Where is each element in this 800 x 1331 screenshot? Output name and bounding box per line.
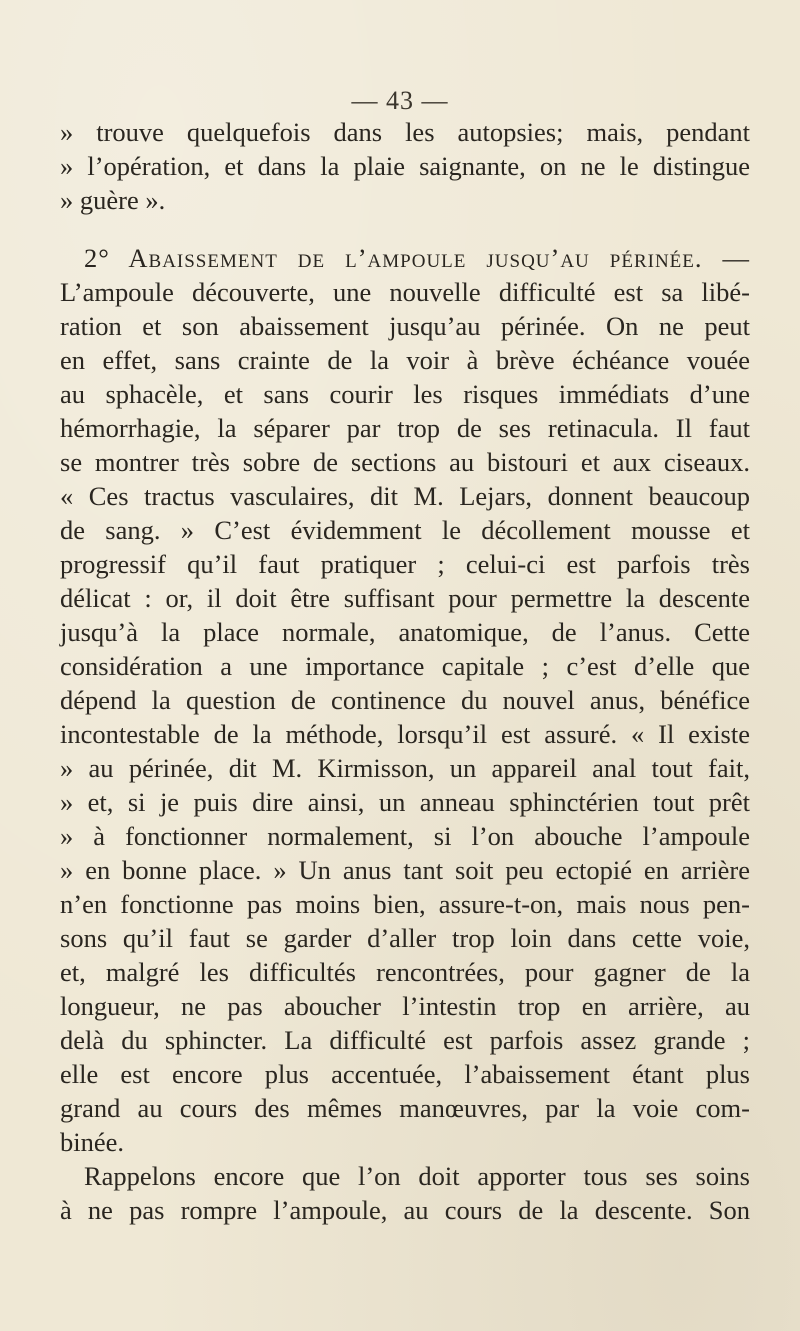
- text-line: considération a une importance capitale ; c’est d’elle que: [60, 651, 750, 681]
- section-heading-text: 2° Abaissement de l’ampoule jusqu’au périnée. —: [84, 243, 750, 273]
- text-line: » l’opération, et dans la plaie saignante, on ne le distingue: [60, 151, 750, 181]
- text-line: et, malgré les difficultés rencontrées, pour gagner de la: [60, 957, 750, 987]
- paragraph-2: [60, 241, 750, 1159]
- text-line: au sphacèle, et sans courir les risques immédiats d’une: [60, 379, 750, 409]
- text-line: elle est encore plus accentuée, l’abaissement étant plus: [60, 1059, 750, 1089]
- text-line: Rappelons encore que l’on doit apporter tous ses soins: [84, 1161, 750, 1191]
- text-line: délicat : or, il doit être suffisant pour permettre la descente: [60, 583, 750, 613]
- page-number: — 43 —: [351, 86, 449, 115]
- text-line: » à fonctionner normalement, si l’on abouche l’ampoule: [60, 821, 750, 851]
- text-line: grand au cours des mêmes manœuvres, par la voie com-: [60, 1093, 750, 1123]
- paragraph-1: [60, 115, 750, 217]
- text-line: progressif qu’il faut pratiquer ; celui-ci est parfois très: [60, 549, 750, 579]
- text-line: hémorrhagie, la séparer par trop de ses retinacula. Il faut: [60, 413, 750, 443]
- text-line: à ne pas rompre l’ampoule, au cours de la descente. Son: [60, 1195, 750, 1225]
- text-line: se montrer très sobre de sections au bistouri et aux ciseaux.: [60, 447, 750, 477]
- paragraph-3: [60, 1159, 750, 1227]
- text-line: « Ces tractus vasculaires, dit M. Lejars, donnent beaucoup: [60, 481, 750, 511]
- text-line: » et, si je puis dire ainsi, un anneau sphinctérien tout prêt: [60, 787, 750, 817]
- section-heading: [60, 241, 750, 275]
- text-line: » trouve quelquefois dans les autopsies; mais, pendant: [60, 117, 750, 147]
- text-line: sons qu’il faut se garder d’aller trop loin dans cette voie,: [60, 923, 750, 953]
- text-line: jusqu’à la place normale, anatomique, de l’anus. Cette: [60, 617, 750, 647]
- text-line: n’en fonctionne pas moins bien, assure-t-on, mais nous pen-: [60, 889, 750, 919]
- text-line: dépend la question de continence du nouvel anus, bénéfice: [60, 685, 750, 715]
- text-line: » au périnée, dit M. Kirmisson, un appareil anal tout fait,: [60, 753, 750, 783]
- text-line: L’ampoule découverte, une nouvelle difficulté est sa libé-: [60, 277, 750, 307]
- text-line: longueur, ne pas aboucher l’intestin trop en arrière, au: [60, 991, 750, 1021]
- text-line: binée.: [60, 1127, 125, 1157]
- text-line: delà du sphincter. La difficulté est parfois assez grande ;: [60, 1025, 750, 1055]
- text-line: en effet, sans crainte de la voir à brève échéance vouée: [60, 345, 750, 375]
- text-line: incontestable de la méthode, lorsqu’il est assuré. « Il existe: [60, 719, 750, 749]
- text-line: ration et son abaissement jusqu’au périnée. On ne peut: [60, 311, 750, 341]
- text-line: » guère ».: [60, 185, 166, 215]
- body-text: [60, 115, 750, 1227]
- text-line: » en bonne place. » Un anus tant soit peu ectopié en arrière: [60, 855, 750, 885]
- text-line: de sang. » C’est évidemment le décollement mousse et: [60, 515, 750, 545]
